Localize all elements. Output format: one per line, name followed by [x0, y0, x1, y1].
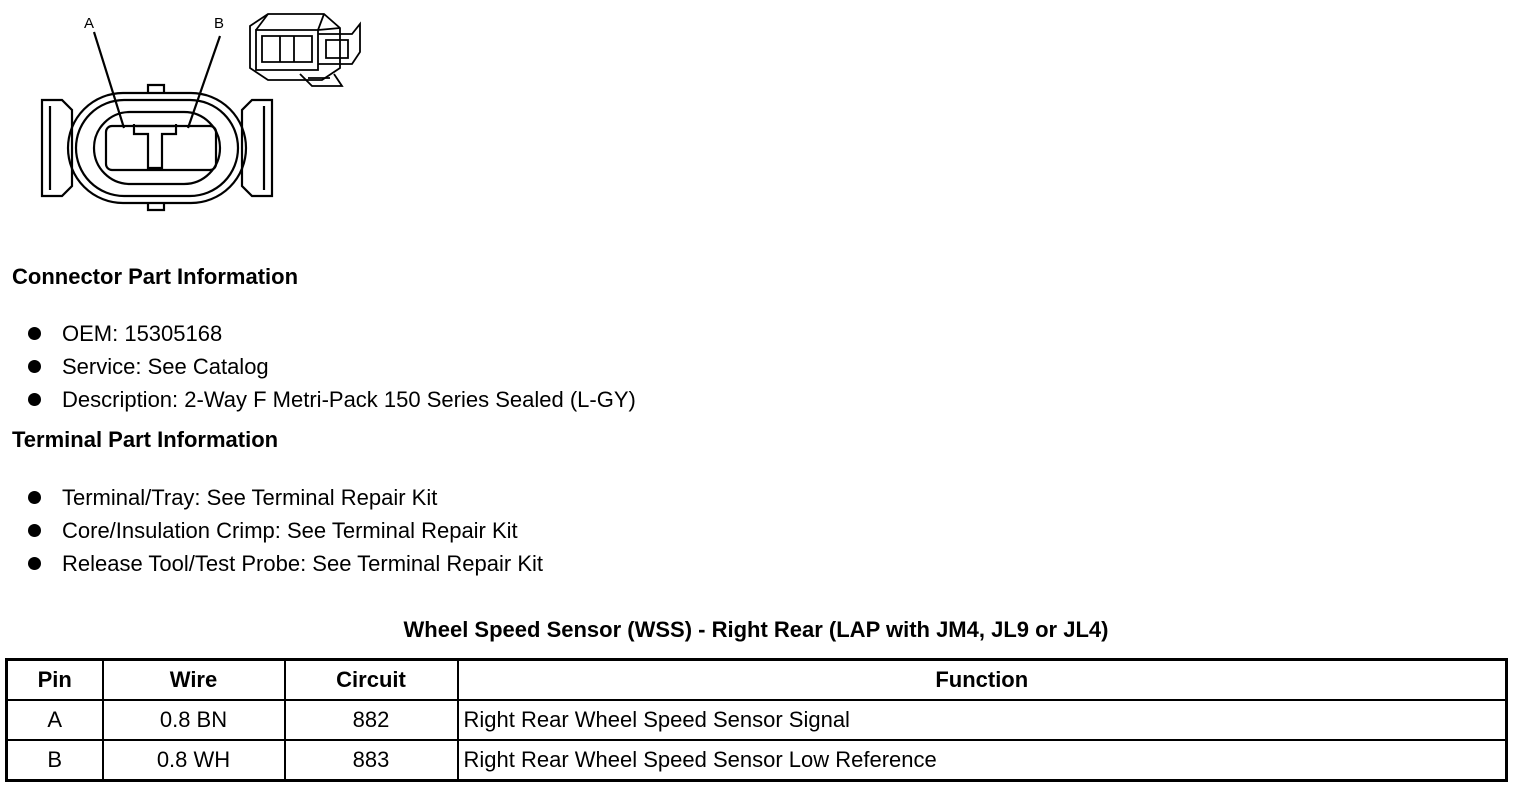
list-item [28, 547, 543, 580]
column-header-wire: Wire [103, 660, 285, 701]
bullet-icon [28, 360, 41, 373]
list-item [28, 481, 543, 514]
cell-pin: B [7, 740, 103, 781]
connector-face-diagram [36, 6, 376, 216]
table-title: Wheel Speed Sensor (WSS) - Right Rear (LAP with JM4, JL9 or JL4) [403, 617, 1109, 642]
pin-b-label: B [214, 15, 225, 32]
table-header-row [7, 660, 1507, 701]
cell-wire: 0.8 BN [103, 700, 285, 740]
column-header-circuit: Circuit [285, 660, 458, 701]
list-item-text: Description: 2-Way F Metri-Pack 150 Series Sealed (L-GY) [62, 386, 636, 412]
pin-a-label: A [84, 15, 95, 32]
list-item [28, 514, 543, 547]
bullet-icon [28, 393, 41, 406]
table-row [7, 740, 1507, 781]
bullet-icon [28, 557, 41, 570]
pinout-table [5, 658, 1508, 782]
list-item [28, 317, 636, 350]
bullet-icon [28, 327, 41, 340]
connector-part-info-heading: Connector Part Information [12, 264, 299, 289]
list-item-text: Release Tool/Test Probe: See Terminal Repair Kit [62, 550, 543, 576]
list-item-text: Service: See Catalog [62, 353, 269, 379]
cell-circuit: 882 [285, 700, 458, 740]
connector-part-info-list [28, 317, 636, 416]
list-item-text: Terminal/Tray: See Terminal Repair Kit [62, 484, 438, 510]
list-item [28, 350, 636, 383]
table-row [7, 700, 1507, 740]
connector-isometric-sketch [250, 14, 360, 86]
bullet-icon [28, 491, 41, 504]
bullet-icon [28, 524, 41, 537]
column-header-pin: Pin [7, 660, 103, 701]
terminal-part-info-list [28, 481, 543, 580]
cell-wire: 0.8 WH [103, 740, 285, 781]
list-item [28, 383, 636, 416]
list-item-text: OEM: 15305168 [62, 320, 223, 346]
column-header-function: Function [458, 660, 1507, 701]
cell-pin: A [7, 700, 103, 740]
cell-function: Right Rear Wheel Speed Sensor Signal [458, 700, 1507, 740]
list-item-text: Core/Insulation Crimp: See Terminal Repair Kit [62, 517, 518, 543]
cell-function: Right Rear Wheel Speed Sensor Low Reference [458, 740, 1507, 781]
terminal-part-info-heading: Terminal Part Information [12, 427, 279, 452]
cell-circuit: 883 [285, 740, 458, 781]
